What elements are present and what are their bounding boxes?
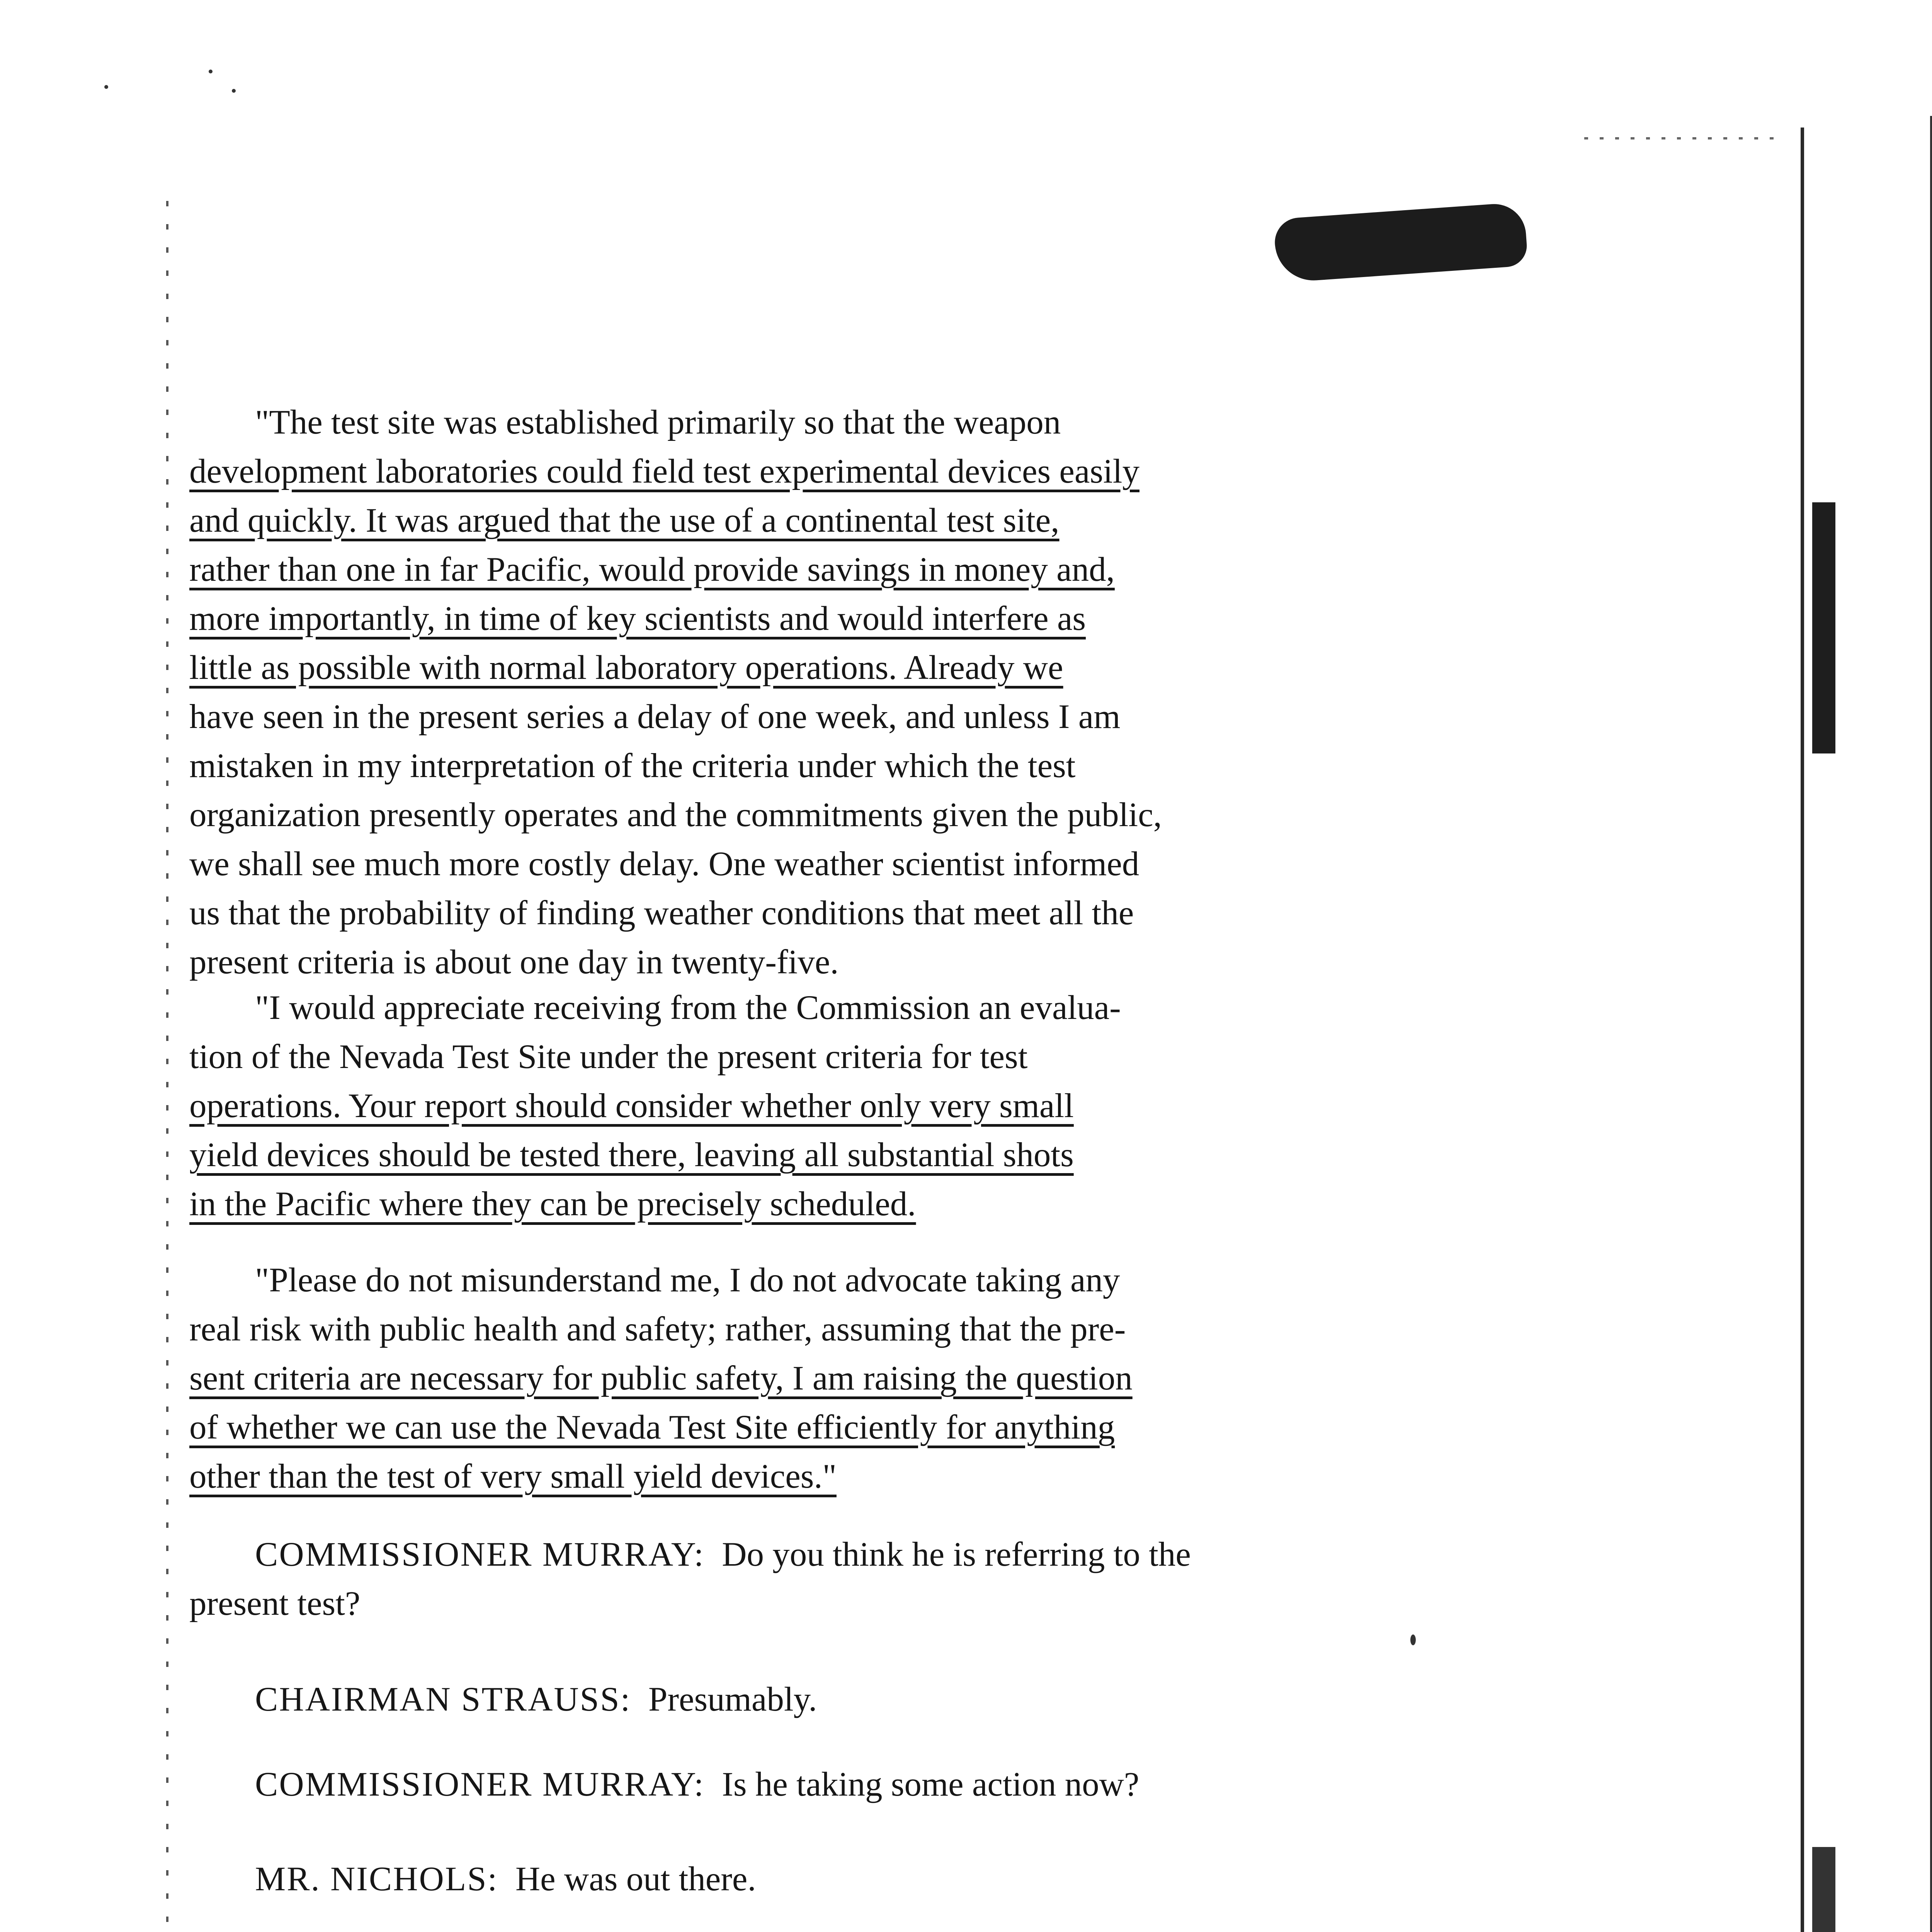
text-line: "The test site was established primarily so that the weapon — [255, 403, 1061, 441]
text-line: have seen in the present series a delay of one week, and unless I am — [189, 698, 1121, 736]
text-line: development laboratories could field test experimental devices easily — [189, 452, 1139, 490]
text-line: "Please do not misunderstand me, I do not advocate taking any — [255, 1261, 1120, 1299]
scan-edge-line — [1801, 128, 1804, 1932]
scan-speck — [232, 89, 236, 93]
dialogue-text: Is he taking some action now? — [722, 1765, 1139, 1803]
scan-speck — [209, 70, 213, 73]
text-line: organization presently operates and the commitments given the public, — [189, 796, 1162, 834]
speaker-label: CHAIRMAN STRAUSS: — [255, 1680, 631, 1718]
text-line: we shall see much more costly delay. One weather scientist informed — [189, 845, 1139, 883]
text-line: and quickly. It was argued that the use of a continental test site, — [189, 502, 1060, 539]
text-line: more importantly, in time of key scientists and would interfere as — [189, 600, 1086, 638]
speaker-label: COMMISSIONER MURRAY: — [255, 1765, 705, 1803]
text-line: sent criteria are necessary for public safety, I am raising the question — [189, 1359, 1133, 1397]
text-line: in the Pacific where they can be precisely scheduled. — [189, 1185, 916, 1223]
redaction-mark — [1273, 202, 1528, 283]
text-line: operations. Your report should consider whether only very small — [189, 1087, 1074, 1125]
text-line: of whether we can use the Nevada Test Site efficiently for anything — [189, 1408, 1115, 1446]
text-line: little as possible with normal laboratory operations. Already we — [189, 649, 1063, 687]
quoted-paragraph — [189, 983, 1619, 1229]
scan-right-rule — [1930, 116, 1932, 1932]
dialogue-text: He was out there. — [515, 1860, 756, 1898]
dialogue-text: Do you think he is referring to the — [722, 1536, 1191, 1573]
dialogue-line — [255, 1760, 1139, 1809]
scan-edge-shadow — [1812, 1847, 1835, 1932]
text-line: present criteria is about one day in twenty-five. — [189, 943, 839, 981]
text-line: other than the test of very small yield devices." — [189, 1458, 837, 1495]
binding-holes — [166, 201, 168, 1932]
dialogue-line — [255, 1675, 817, 1724]
dialogue-text: Presumably. — [648, 1680, 817, 1718]
dialogue-line — [255, 1530, 1191, 1579]
speaker-label: COMMISSIONER MURRAY: — [255, 1536, 705, 1573]
text-line: rather than one in far Pacific, would provide savings in money and, — [189, 551, 1115, 588]
dialogue-text: present test? — [189, 1585, 361, 1622]
dialogue-line — [255, 1855, 756, 1904]
text-line: "I would appreciate receiving from the Commission an evalua- — [255, 989, 1121, 1027]
scan-speck — [104, 85, 108, 89]
scan-edge-shadow — [1812, 502, 1835, 753]
scan-speck — [1410, 1634, 1416, 1645]
text-line: mistaken in my interpretation of the criteria under which the test — [189, 747, 1076, 785]
text-line: real risk with public health and safety; rather, assuming that the pre- — [189, 1310, 1126, 1348]
quoted-paragraph — [189, 1256, 1619, 1501]
dialogue-line — [189, 1579, 360, 1628]
text-line: yield devices should be tested there, leaving all substantial shots — [189, 1136, 1074, 1174]
text-line: us that the probability of finding weather conditions that meet all the — [189, 894, 1134, 932]
scan-noise — [1584, 137, 1777, 139]
speaker-label: MR. NICHOLS: — [255, 1860, 498, 1898]
quoted-paragraph — [189, 398, 1619, 987]
text-line: tion of the Nevada Test Site under the present criteria for test — [189, 1038, 1028, 1076]
